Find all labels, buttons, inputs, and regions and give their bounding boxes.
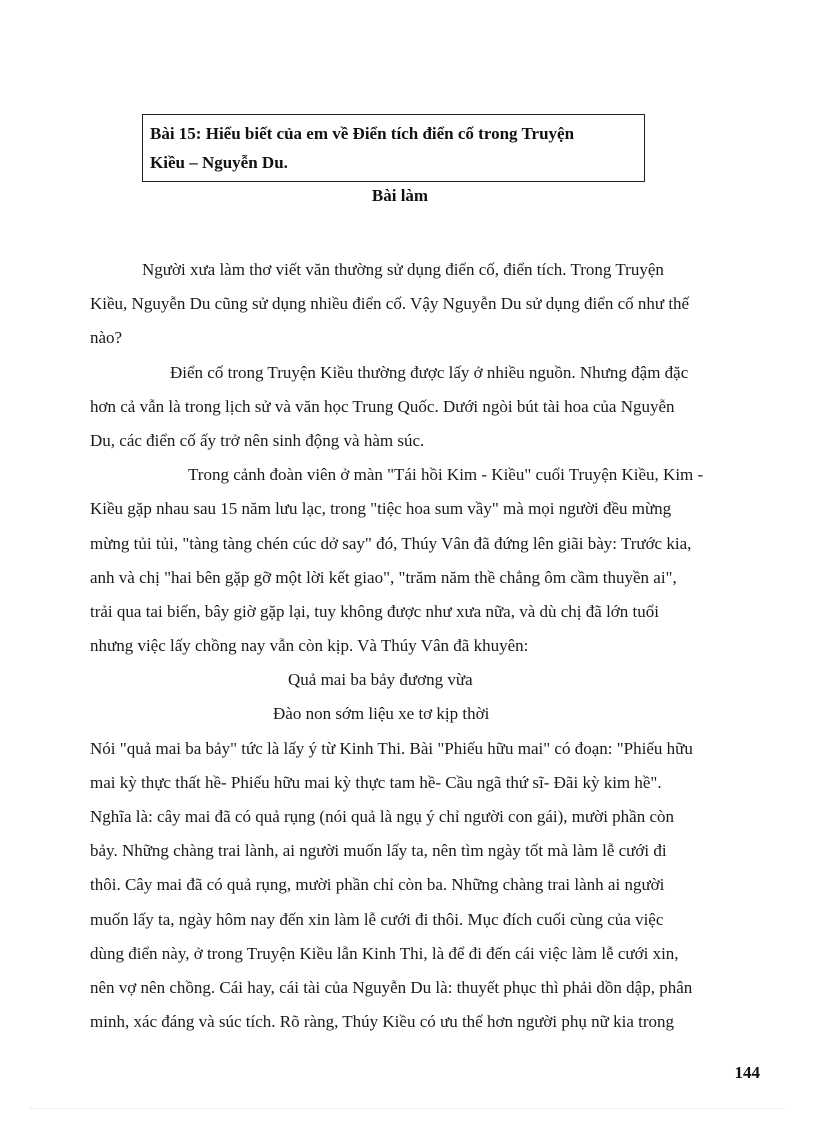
body-line: Nói "quả mai ba bảy" tức là lấy ý từ Kinh Thi. Bài "Phiếu hữu mai" có đoạn: "Phiếu hữu bbox=[90, 738, 693, 758]
body-line: thôi. Cây mai đã có quả rụng, mười phần chỉ còn ba. Những chàng trai lành ai người bbox=[90, 875, 665, 895]
body-line: nào? bbox=[90, 328, 123, 348]
body-text bbox=[90, 253, 770, 1039]
body-line: Trong cảnh đoàn viên ở màn "Tái hồi Kim - Kiều" cuối Truyện Kiều, Kim - bbox=[188, 465, 704, 485]
page-number: 144 bbox=[734, 1063, 760, 1082]
title-line-2: Kiều – Nguyễn Du. bbox=[150, 153, 288, 172]
verse-line: Quả mai ba bảy đương vừa bbox=[288, 670, 473, 690]
title-line-1: Bài 15: Hiểu biết của em về Điển tích điển cố trong Truyện bbox=[150, 124, 575, 143]
title-box bbox=[142, 114, 645, 182]
subheading: Bài làm bbox=[371, 186, 429, 205]
body-line: trải qua tai biến, bây giờ gặp lại, tuy không được như xưa nữa, và dù chị đã lớn tuổi bbox=[90, 601, 659, 621]
body-line: Du, các điển cố ấy trở nên sinh động và hàm súc. bbox=[90, 430, 425, 450]
body-line: nên vợ nên chồng. Cái hay, cái tài của Nguyễn Du là: thuyết phục thì phải dồn dập, phân bbox=[90, 977, 693, 997]
body-line: dùng điển này, ở trong Truyện Kiều lẫn Kinh Thi, là để đi đến cái việc làm lễ cưới xin, bbox=[90, 943, 679, 963]
verse-line: Đào non sớm liệu xe tơ kịp thời bbox=[273, 704, 490, 724]
body-line: anh và chị "hai bên gặp gỡ một lời kết giao", "trăm năm thề chẳng ôm cầm thuyền ai", bbox=[90, 567, 677, 587]
body-line: Nghĩa là: cây mai đã có quả rụng (nói quả là ngụ ý chỉ người con gái), mười phần còn bbox=[90, 807, 675, 826]
body-line: mừng tủi tủi, "tàng tàng chén cúc dở say" đó, Thúy Vân đã đứng lên giãi bày: Trước kia, bbox=[90, 533, 692, 553]
body-line: nhưng việc lấy chồng nay vẫn còn kịp. Và Thúy Vân đã khuyên: bbox=[90, 636, 529, 656]
body-line: Kiều, Nguyễn Du cũng sử dụng nhiều điển cố. Vậy Nguyễn Du sử dụng điển cố như thế bbox=[90, 294, 690, 314]
body-line: hơn cả vẫn là trong lịch sử và văn học Trung Quốc. Dưới ngòi bút tài hoa của Nguyễn bbox=[90, 396, 675, 416]
footer-divider bbox=[30, 1108, 786, 1109]
body-line: mai kỳ thực thất hề- Phiếu hữu mai kỳ thực tam hề- Cầu ngã thứ sĩ- Đãi kỳ kim hề". bbox=[90, 772, 662, 792]
body-line: Người xưa làm thơ viết văn thường sử dụng điển cố, điển tích. Trong Truyện bbox=[142, 260, 664, 279]
body-line: bảy. Những chàng trai lành, ai người muốn lấy ta, nên tìm ngày tốt mà làm lễ cưới đi bbox=[90, 841, 667, 861]
body-line: minh, xác đáng và súc tích. Rõ ràng, Thúy Kiều có ưu thế hơn người phụ nữ kia trong bbox=[90, 1012, 675, 1032]
body-line: Kiều gặp nhau sau 15 năm lưu lạc, trong "tiệc hoa sum vầy" mà mọi người đều mừng bbox=[90, 499, 672, 519]
body-line: muốn lấy ta, ngày hôm nay đến xin làm lễ cưới đi thôi. Mục đích cuối cùng của việc bbox=[90, 909, 664, 929]
body-line: Điển cố trong Truyện Kiều thường được lấy ở nhiều nguồn. Nhưng đậm đặc bbox=[170, 362, 689, 382]
